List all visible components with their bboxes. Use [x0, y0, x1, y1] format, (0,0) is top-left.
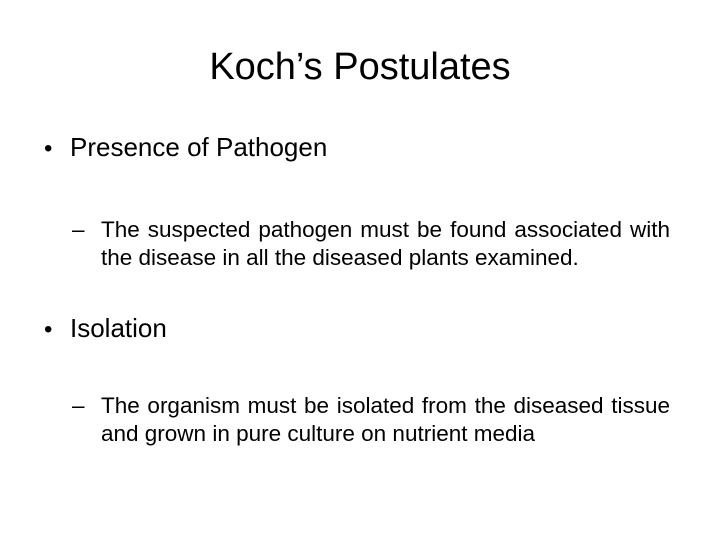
bullet-isolation	[44, 311, 684, 347]
sub-point-isolation	[72, 392, 670, 448]
bullet-icon: •	[44, 316, 53, 343]
bullet-icon: •	[44, 135, 53, 162]
slide-title: Koch’s Postulates	[209, 46, 511, 88]
bullet-label: Presence of Pathogen	[70, 132, 328, 162]
bullet-label: Isolation	[70, 313, 167, 343]
dash-icon: –	[72, 393, 85, 418]
sub-point-text: The organism must be isolated from the diseased tissue and grown in pure culture on nutrient media	[101, 393, 670, 446]
dash-icon: –	[72, 217, 85, 242]
sub-point-presence	[72, 216, 670, 272]
bullet-presence-of-pathogen	[44, 130, 684, 166]
sub-point-text: The suspected pathogen must be found associated with the disease in all the diseased plants examined.	[101, 217, 670, 270]
